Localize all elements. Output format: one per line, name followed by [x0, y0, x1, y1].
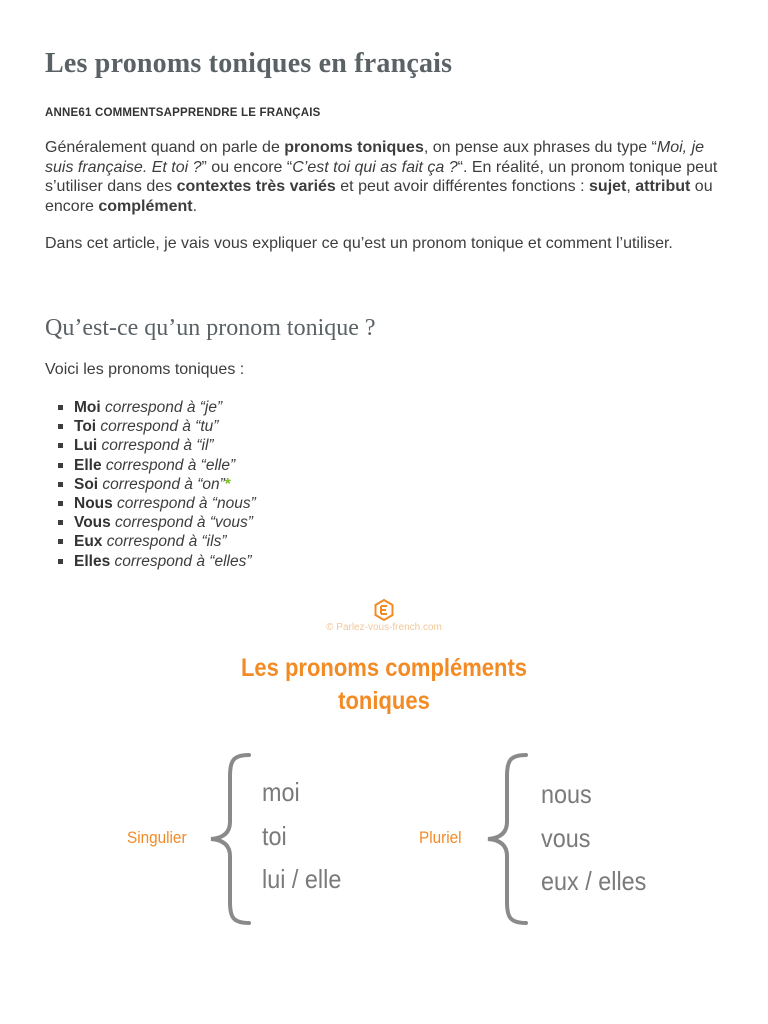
plural-item: nous — [541, 779, 592, 809]
text: ” ou encore “ — [201, 158, 293, 176]
bullet-icon — [58, 559, 63, 564]
article-meta: ANNE61 COMMENTSAPPRENDRE LE FRANÇAIS — [45, 107, 321, 119]
left-brace-icon — [203, 752, 253, 927]
pronoun-name: Lui — [74, 437, 98, 455]
text: , — [626, 178, 636, 195]
pronoun-name: Elles — [74, 552, 111, 570]
list-intro: Voici les pronoms toniques : — [45, 361, 245, 378]
pronoun-name: Toi — [74, 418, 97, 436]
list-item — [45, 532, 256, 551]
pronoun-list — [45, 398, 256, 571]
pronoun-name: Vous — [74, 514, 111, 532]
bullet-icon — [58, 405, 63, 410]
pronoun-correspondence: correspond à “vous” — [110, 514, 253, 532]
article-title: Les pronoms toniques en français — [45, 48, 453, 79]
second-paragraph: Dans cet article, je vais vous expliquer ce qu’est un pronom tonique et comment l’utiliser. — [45, 235, 673, 252]
pronoun-correspondence: correspond à “tu” — [96, 418, 219, 436]
footnote-star[interactable]: * — [224, 475, 231, 493]
pronouns-infographic — [0, 590, 768, 950]
bullet-icon — [58, 501, 63, 506]
plural-label: Pluriel — [419, 828, 462, 847]
list-item — [45, 417, 256, 436]
pronoun-correspondence: correspond à “elle” — [101, 456, 236, 474]
bullet-icon — [58, 482, 63, 487]
pronoun-correspondence: correspond à “elles” — [110, 552, 252, 570]
list-item — [45, 398, 256, 417]
text: “. En réalité, un pronom tonique peut s’utiliser dans des — [45, 158, 718, 195]
list-item — [45, 552, 256, 571]
bullet-icon — [58, 520, 63, 525]
bold-text: attribut — [635, 178, 691, 195]
pronoun-correspondence: correspond à “nous” — [112, 495, 256, 513]
bold-text: contextes très variés — [176, 178, 336, 195]
pronoun-correspondence: correspond à “je” — [100, 399, 223, 416]
pronoun-name: Nous — [74, 495, 113, 513]
list-item — [45, 475, 256, 494]
list-item — [45, 494, 256, 513]
bullet-icon — [58, 443, 63, 448]
infographic-title — [46, 652, 722, 718]
singular-item: lui / elle — [262, 864, 342, 894]
italic-text: Moi, je suis française. Et toi ? — [45, 139, 705, 176]
bullet-icon — [58, 424, 63, 429]
list-item — [45, 456, 256, 475]
pronoun-name: Moi — [74, 399, 101, 416]
bullet-icon — [58, 539, 63, 544]
text: Généralement quand on parle de — [45, 139, 285, 156]
image-copyright: © Parlez-vous-french.com — [326, 622, 442, 633]
plural-item: eux / elles — [541, 866, 647, 896]
bold-text: sujet — [589, 178, 627, 195]
text: , on pense aux phrases du type “ — [423, 139, 657, 156]
plural-item: vous — [541, 823, 591, 853]
text: . — [192, 197, 198, 215]
bold-text: complément — [98, 197, 193, 215]
title-line: toniques — [338, 687, 430, 715]
brand-logo-icon — [372, 598, 396, 622]
pronoun-correspondence: correspond à “ils” — [102, 533, 227, 551]
pronoun-name: Elle — [74, 456, 102, 474]
singular-item: moi — [262, 777, 300, 807]
title-line: Les pronoms compléments — [240, 654, 528, 682]
pronoun-correspondence: correspond à “il” — [97, 437, 214, 455]
right-brace-icon — [480, 752, 530, 927]
section-title: Qu’est-ce qu’un pronom tonique ? — [45, 315, 376, 341]
italic-text: C’est toi qui as fait ça ? — [292, 158, 458, 176]
pronoun-correspondence: correspond à “on” — [98, 475, 225, 493]
bullet-icon — [58, 463, 63, 468]
bold-text: pronoms toniques — [284, 139, 424, 156]
list-item — [45, 513, 256, 532]
singular-label: Singulier — [127, 828, 187, 847]
list-item — [45, 436, 256, 455]
intro-paragraph — [45, 138, 735, 216]
text: ou encore — [45, 178, 713, 215]
singular-item: toi — [262, 821, 287, 851]
text: et peut avoir différentes fonctions : — [335, 178, 590, 195]
pronoun-name: Soi — [74, 475, 99, 493]
pronoun-name: Eux — [74, 533, 103, 551]
